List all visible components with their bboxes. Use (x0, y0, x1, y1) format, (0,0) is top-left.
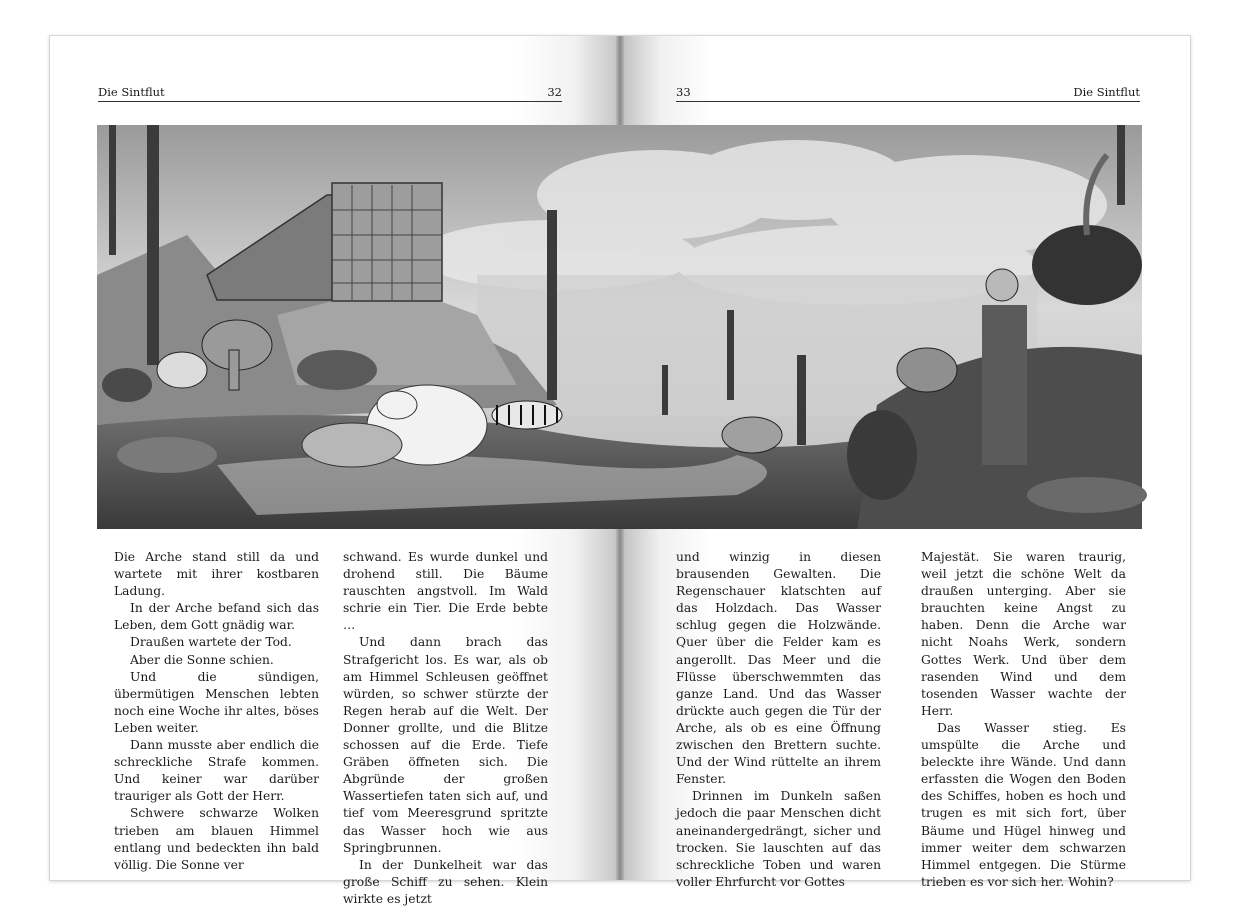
text-column (114, 549, 319, 874)
page-number: 33 (676, 85, 691, 99)
paragraph: In der Dunkelheit war das große Schiff zu sehen. Klein wirkte es jetzt (343, 857, 548, 906)
page-number: 32 (547, 85, 562, 99)
paragraph: Drinnen im Dunkeln saßen jedoch die paar Menschen dicht aneinandergedrängt, sicher und trocken. Sie lauschten auf das schreckliche Toben und waren voller Ehrfurcht vor Gottes (676, 789, 881, 889)
paragraph: Aber die Sonne schien. (130, 652, 274, 667)
paragraph: In der Arche befand sich das Leben, dem Gott gnädig war. (114, 601, 319, 633)
paragraph: Dann musste aber endlich die schreckliche Strafe kommen. Und keiner war darüber trauriger als Gott der Herr. (114, 738, 319, 804)
running-head-left (98, 85, 562, 102)
paragraph: Und dann brach das Strafgericht los. Es war, als ob am Himmel Schleusen geöffnet würden, so schwer stürzte der Regen herab auf die Welt. Der Donner grollte, und die Blitze schossen auf die Erde. Tiefe Gräben öffneten sich. Die Abgründe der großen Wassertiefen taten sich auf, und tief vom Meeresgrund spritzte das Wasser hoch wie aus Springbrunnen. (343, 635, 548, 855)
paragraph: Die Arche stand still da und wartete mit ihrer kostbaren Ladung. (114, 550, 319, 599)
paragraph: und winzig in diesen brausenden Gewalten. Die Regenschauer klatschten auf das Holzdach. Das Wasser schlug gegen die Holzwände. Quer über die Felder kam es angerollt. Das Meer und die Flüsse überschwemmten das ganze Land. Und das Wasser drückte auch gegen die Tür der Arche, als ob es eine Öffnung zwischen den Brettern suchte. Und der Wind rüttelte an ihrem Fenster. (676, 550, 881, 787)
chapter-title: Die Sintflut (1073, 85, 1140, 99)
paragraph: Schwere schwarze Wolken trieben am blauen Himmel entlang und bedeckten ihn bald völlig. Die Sonne ver (114, 806, 319, 872)
paragraph: Majestät. Sie waren traurig, weil jetzt die schöne Welt da draußen unterging. Aber sie brauchten keine Angst zu haben. Denn die Arche war nicht Noahs Werk, sondern Gottes Werk. Und über dem rasenden Wind und dem tosenden Wasser wachte der Herr. (921, 550, 1126, 718)
paragraph: Und die sündigen, übermütigen Menschen lebten noch eine Woche ihr altes, böses Leben weiter. (114, 669, 319, 735)
paragraph: Draußen wartete der Tod. (130, 635, 292, 650)
chapter-title: Die Sintflut (98, 85, 165, 99)
text-column (921, 549, 1126, 891)
paragraph: schwand. Es wurde dunkel und drohend still. Die Bäume rauschten angstvoll. Im Wald schrie ein Tier. Die Erde bebte … (343, 550, 548, 633)
book-spread (50, 36, 1190, 906)
ark-illustration (97, 125, 1142, 529)
paragraph: Das Wasser stieg. Es umspülte die Arche und beleckte ihre Wände. Und dann erfassten die Wogen den Boden des Schiffes, hoben es hoch und trugen es mit sich fort, über Bäume und Hügel hinweg und immer weiter dem schwarzen Himmel entgegen. Die Stürme trieben es vor sich her. Wohin? (921, 720, 1126, 889)
running-head-right (676, 85, 1140, 102)
text-column (343, 549, 548, 908)
text-column (676, 549, 881, 891)
